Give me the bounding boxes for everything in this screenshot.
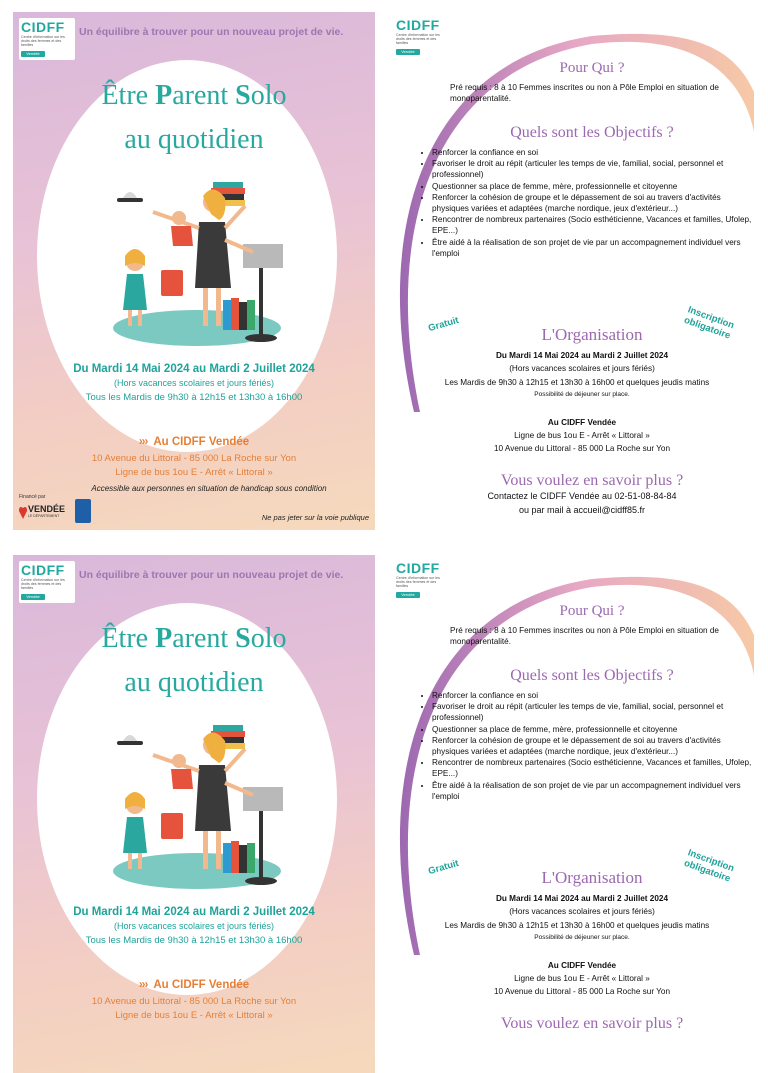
- title-line1: [13, 623, 375, 655]
- caf-logo-icon: [75, 499, 91, 523]
- gratuit-label: Gratuit: [427, 857, 461, 878]
- title-line2: au quotidien: [124, 124, 264, 155]
- bus-line: Ligne de bus 1ou E - Arrêt « Littoral »: [115, 1010, 273, 1021]
- objectifs-heading: Quels sont les Objectifs ?: [510, 667, 674, 684]
- title-cap-s: S: [235, 623, 251, 654]
- org-location: Au CIDFF Vendée: [547, 961, 617, 970]
- logo-title: CIDFF: [21, 19, 65, 35]
- parent-juggling-illustration: [113, 170, 283, 350]
- title-cap-p: P: [155, 80, 173, 111]
- schedule: Tous les Mardis de 9h30 à 12h15 et 13h30 à 16h00: [85, 935, 303, 946]
- org-bus: Ligne de bus 1ou E - Arrêt « Littoral »: [514, 974, 650, 983]
- objectif-item: • Être aidé à la réalisation de son projet de vie par un accompagnement individuel vers l'emploi: [432, 237, 752, 259]
- objectif-item: • Renforcer la cohésion de groupe et le dépassement de soi au travers d'activités physiques variées et adaptées (marche nordique, jeux d'extérieur...): [432, 735, 752, 757]
- title-cap-s: S: [235, 80, 251, 111]
- title-part3: olo: [250, 80, 287, 111]
- title-part3: olo: [250, 623, 287, 654]
- cidff-logo: [394, 559, 450, 601]
- inscription-label: Inscription obligatoire: [682, 847, 736, 885]
- flyer-back-bottom: [392, 555, 754, 1073]
- title-line2: au quotidien: [124, 667, 264, 698]
- flyer-back-top: [392, 12, 754, 530]
- prerequis: Pré requis : 8 à 10 Femmes inscrites ou non à Pôle Emploi en situation de monoparentalité.: [450, 626, 719, 646]
- cidff-logo: [19, 18, 75, 60]
- accessibility-note: Accessible aux personnes en situation de handicap sous condition: [91, 484, 327, 493]
- org-address: 10 Avenue du Littoral - 85 000 La Roche sur Yon: [493, 987, 670, 996]
- vendee-logo-sub: LE DÉPARTEMENT: [28, 514, 60, 518]
- organisation-heading: L'Organisation: [541, 325, 643, 344]
- org-dates: Du Mardi 14 Mai 2024 au Mardi 2 Juillet 2024: [495, 351, 668, 360]
- ne-pas-jeter-note: Ne pas jeter sur la voie publique: [261, 513, 369, 522]
- objectif-item: • Questionner sa place de femme, mère, professionnelle et citoyenne: [432, 181, 752, 192]
- address: 10 Avenue du Littoral - 85 000 La Roche sur Yon: [91, 996, 297, 1007]
- title-cap-p: P: [155, 623, 173, 654]
- cidff-logo: [19, 561, 75, 603]
- org-schedule: Les Mardis de 9h30 à 12h15 et 13h30 à 16h00 et quelques jeudis matins: [444, 378, 710, 387]
- objectifs-list: [422, 147, 752, 259]
- org-location: Au CIDFF Vendée: [547, 418, 617, 427]
- objectif-item: • Rencontrer de nombreux partenaires (Socio esthéticienne, Vacances et familles, Ufolep, EPE...): [432, 757, 752, 779]
- pour-qui-heading: Pour Qui ?: [559, 603, 625, 619]
- title-part1: Être: [101, 80, 156, 111]
- logo-title: CIDFF: [21, 562, 65, 578]
- objectif-item: • Favoriser le droit au répit (articuler les temps de vie, familial, social, personnel et professionnel): [432, 701, 752, 723]
- org-dejeuner: Possibilité de déjeuner sur place.: [534, 934, 630, 941]
- cidff-logo: [394, 16, 450, 58]
- organisation-heading: L'Organisation: [541, 868, 643, 887]
- logo-subtitle: Centre d'information sur les droits des femmes et des familles: [21, 578, 65, 591]
- logo-badge: Vendée: [396, 49, 420, 55]
- logo-badge: Vendée: [396, 592, 420, 598]
- location-name: Au CIDFF Vendée: [153, 436, 250, 448]
- bus-line: Ligne de bus 1ou E - Arrêt « Littoral »: [115, 467, 273, 478]
- hors-vacances: (Hors vacances scolaires et jours fériés): [113, 378, 275, 388]
- logo-subtitle: Centre d'information sur les droits des femmes et des familles: [21, 35, 65, 48]
- contact-phone: Contactez le CIDFF Vendée au 02-51-08-84-84: [487, 491, 677, 501]
- vendee-heart-icon: [19, 505, 27, 519]
- logo-title: CIDFF: [396, 560, 440, 576]
- objectif-item: • Favoriser le droit au répit (articuler les temps de vie, familial, social, personnel et professionnel): [432, 158, 752, 180]
- objectifs-heading: Quels sont les Objectifs ?: [510, 124, 674, 141]
- org-dates: Du Mardi 14 Mai 2024 au Mardi 2 Juillet 2024: [495, 894, 668, 903]
- objectifs-list: [422, 690, 752, 802]
- arrows-icon: ›››: [138, 436, 148, 448]
- objectif-item: • Questionner sa place de femme, mère, professionnelle et citoyenne: [432, 724, 752, 735]
- title-part2: arent: [172, 80, 236, 111]
- flyer-front-top: [13, 12, 375, 530]
- contact-mail: ou par mail à accueil@cidff85.fr: [518, 505, 646, 515]
- inscription-label: Inscription obligatoire: [682, 304, 736, 342]
- location-name: Au CIDFF Vendée: [153, 979, 250, 991]
- dates: Du Mardi 14 Mai 2024 au Mardi 2 Juillet 2024: [73, 906, 315, 918]
- objectif-item: • Rencontrer de nombreux partenaires (Socio esthéticienne, Vacances et familles, Ufolep, EPE...): [432, 214, 752, 236]
- plus-heading: Vous voulez en savoir plus ?: [500, 472, 684, 489]
- vendee-logo: [19, 503, 69, 523]
- vendee-logo-text: VENDÉE: [28, 504, 66, 514]
- hors-vacances: (Hors vacances scolaires et jours fériés): [113, 921, 275, 931]
- flyer-front-bottom: [13, 555, 375, 1073]
- logo-subtitle: Centre d'information sur les droits des femmes et des familles: [396, 33, 440, 46]
- objectif-item: • Renforcer la confiance en soi: [432, 690, 752, 701]
- dates: Du Mardi 14 Mai 2024 au Mardi 2 Juillet 2024: [73, 363, 315, 375]
- org-hors: (Hors vacances scolaires et jours fériés): [509, 364, 655, 373]
- finance-label: Financé par: [19, 494, 46, 500]
- org-schedule: Les Mardis de 9h30 à 12h15 et 13h30 à 16h00 et quelques jeudis matins: [444, 921, 710, 930]
- org-bus: Ligne de bus 1ou E - Arrêt « Littoral »: [514, 431, 650, 440]
- tagline: Un équilibre à trouver pour un nouveau projet de vie.: [79, 569, 344, 581]
- address: 10 Avenue du Littoral - 85 000 La Roche sur Yon: [91, 453, 297, 464]
- logo-badge: Vendée: [21, 51, 45, 57]
- logo-title: CIDFF: [396, 17, 440, 33]
- location-line: [13, 436, 375, 448]
- logo-badge: Vendée: [21, 594, 45, 600]
- logo-subtitle: Centre d'information sur les droits des femmes et des familles: [396, 576, 440, 589]
- objectif-item: • Renforcer la cohésion de groupe et le dépassement de soi au travers d'activités physiques variées et adaptées (marche nordique, jeux d'extérieur...): [432, 192, 752, 214]
- schedule: Tous les Mardis de 9h30 à 12h15 et 13h30 à 16h00: [85, 392, 303, 403]
- pour-qui-heading: Pour Qui ?: [559, 60, 625, 76]
- gratuit-label: Gratuit: [427, 314, 461, 335]
- prerequis: Pré requis : 8 à 10 Femmes inscrites ou non à Pôle Emploi en situation de monoparentalité.: [450, 83, 719, 103]
- arrows-icon: ›››: [138, 979, 148, 991]
- org-dejeuner: Possibilité de déjeuner sur place.: [534, 391, 630, 398]
- objectif-item: • Renforcer la confiance en soi: [432, 147, 752, 158]
- plus-heading: Vous voulez en savoir plus ?: [500, 1015, 684, 1032]
- objectif-item: • Être aidé à la réalisation de son projet de vie par un accompagnement individuel vers l'emploi: [432, 780, 752, 802]
- location-line: [13, 979, 375, 991]
- title-part2: arent: [172, 623, 236, 654]
- tagline: Un équilibre à trouver pour un nouveau projet de vie.: [79, 26, 344, 38]
- title-line1: [13, 80, 375, 112]
- org-hors: (Hors vacances scolaires et jours fériés): [509, 907, 655, 916]
- parent-juggling-illustration: [113, 713, 283, 893]
- title-part1: Être: [101, 623, 156, 654]
- org-address: 10 Avenue du Littoral - 85 000 La Roche sur Yon: [493, 444, 670, 453]
